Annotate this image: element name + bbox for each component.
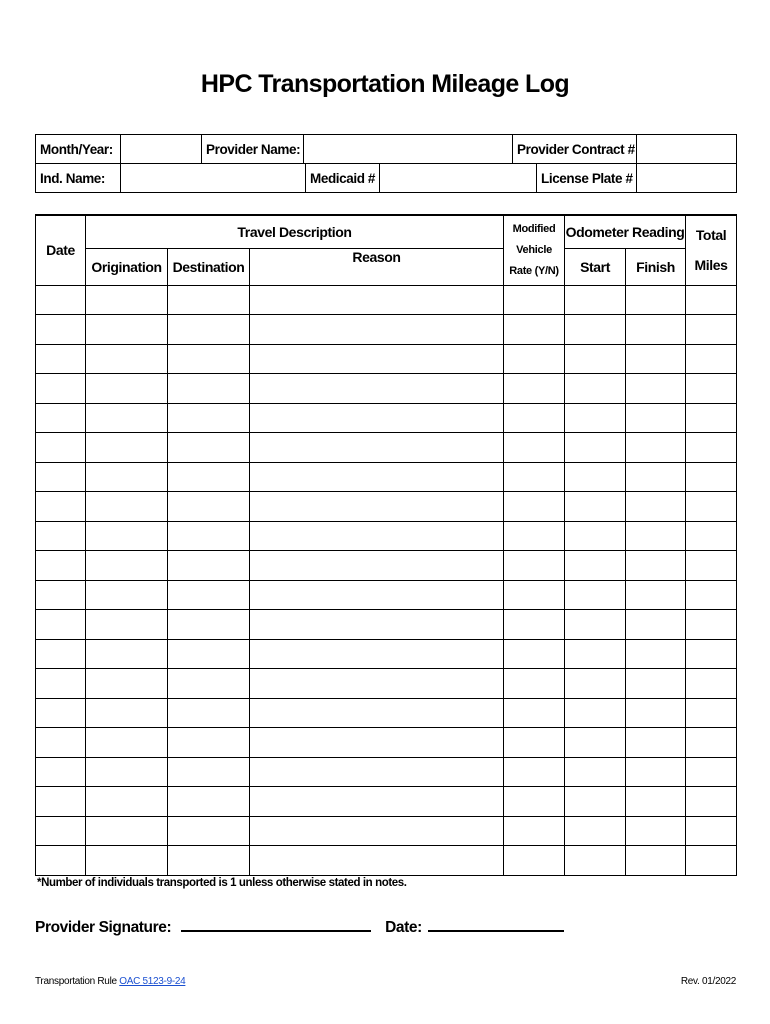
table-row (36, 698, 737, 728)
vehicle-label: Vehicle (516, 243, 552, 256)
table-row (36, 433, 737, 463)
footnote: *Number of individuals transported is 1 unless otherwise stated in notes. (37, 877, 407, 889)
total-miles-cell[interactable] (686, 757, 737, 787)
reason-cell[interactable] (250, 639, 504, 669)
origination-cell[interactable] (86, 846, 168, 876)
provider-contract-label: Provider Contract # (513, 135, 637, 164)
table-row (36, 521, 737, 551)
destination-cell[interactable] (168, 374, 250, 404)
license-plate-field[interactable] (637, 164, 737, 193)
table-row (36, 639, 737, 669)
total-miles-header (686, 215, 737, 285)
reason-cell[interactable] (250, 315, 504, 345)
odometer-start-cell[interactable] (565, 728, 626, 758)
origination-cell[interactable] (86, 315, 168, 345)
modified-rate-cell[interactable] (504, 698, 565, 728)
date-cell[interactable] (36, 374, 86, 404)
odometer-start-cell[interactable] (565, 374, 626, 404)
date-header: Date (36, 215, 86, 285)
destination-cell[interactable] (168, 433, 250, 463)
origination-cell[interactable] (86, 344, 168, 374)
destination-cell[interactable] (168, 521, 250, 551)
odometer-finish-cell[interactable] (626, 551, 686, 581)
modified-rate-cell[interactable] (504, 433, 565, 463)
odometer-finish-cell[interactable] (626, 669, 686, 699)
reason-cell[interactable] (250, 728, 504, 758)
total-miles-cell[interactable] (686, 787, 737, 817)
date-cell[interactable] (36, 580, 86, 610)
odometer-finish-cell[interactable] (626, 344, 686, 374)
reason-cell[interactable] (250, 551, 504, 581)
total-miles-cell[interactable] (686, 462, 737, 492)
date-cell[interactable] (36, 344, 86, 374)
odometer-finish-cell[interactable] (626, 787, 686, 817)
start-header: Start (565, 248, 626, 285)
reason-cell[interactable] (250, 698, 504, 728)
odometer-finish-cell[interactable] (626, 285, 686, 315)
odometer-start-cell[interactable] (565, 344, 626, 374)
provider-signature-label: Provider Signature: (35, 919, 172, 936)
odometer-start-cell[interactable] (565, 492, 626, 522)
total-miles-cell[interactable] (686, 580, 737, 610)
table-row (36, 728, 737, 758)
modified-rate-cell[interactable] (504, 787, 565, 817)
total-miles-cell[interactable] (686, 610, 737, 640)
rate-yn-label: Rate (Y/N) (509, 264, 559, 277)
origination-cell[interactable] (86, 551, 168, 581)
log-body (36, 285, 737, 875)
reason-cell[interactable] (250, 521, 504, 551)
date-cell[interactable] (36, 315, 86, 345)
odometer-finish-cell[interactable] (626, 315, 686, 345)
total-miles-cell[interactable] (686, 433, 737, 463)
table-row (36, 285, 737, 315)
modified-rate-cell[interactable] (504, 462, 565, 492)
destination-cell[interactable] (168, 344, 250, 374)
ind-name-label: Ind. Name: (36, 164, 121, 193)
date-cell[interactable] (36, 492, 86, 522)
medicaid-label: Medicaid # (306, 164, 380, 193)
modified-rate-cell[interactable] (504, 846, 565, 876)
miles-label: Miles (694, 257, 728, 274)
odometer-finish-cell[interactable] (626, 610, 686, 640)
origination-cell[interactable] (86, 816, 168, 846)
destination-cell[interactable] (168, 403, 250, 433)
modified-rate-cell[interactable] (504, 551, 565, 581)
destination-cell[interactable] (168, 816, 250, 846)
modified-rate-cell[interactable] (504, 610, 565, 640)
total-miles-cell[interactable] (686, 374, 737, 404)
total-miles-cell[interactable] (686, 639, 737, 669)
reason-cell[interactable] (250, 669, 504, 699)
date-cell[interactable] (36, 698, 86, 728)
odometer-finish-cell[interactable] (626, 846, 686, 876)
modified-rate-cell[interactable] (504, 344, 565, 374)
finish-header: Finish (626, 248, 686, 285)
destination-cell[interactable] (168, 551, 250, 581)
table-row (36, 610, 737, 640)
modified-vehicle-rate-header (504, 215, 565, 285)
reason-cell[interactable] (250, 816, 504, 846)
destination-cell[interactable] (168, 462, 250, 492)
reason-header: Reason (250, 248, 504, 285)
reason-cell[interactable] (250, 580, 504, 610)
reason-cell[interactable] (250, 492, 504, 522)
table-row (36, 787, 737, 817)
table-row (36, 580, 737, 610)
reason-cell[interactable] (250, 433, 504, 463)
odometer-start-cell[interactable] (565, 580, 626, 610)
table-row (36, 462, 737, 492)
origination-cell[interactable] (86, 728, 168, 758)
reason-cell[interactable] (250, 462, 504, 492)
modified-rate-cell[interactable] (504, 728, 565, 758)
odometer-finish-cell[interactable] (626, 757, 686, 787)
table-row (36, 374, 737, 404)
odometer-start-cell[interactable] (565, 846, 626, 876)
modified-label: Modified (512, 222, 556, 235)
origination-cell[interactable] (86, 698, 168, 728)
total-miles-cell[interactable] (686, 492, 737, 522)
odometer-start-cell[interactable] (565, 757, 626, 787)
medicaid-field[interactable] (380, 164, 537, 193)
origination-cell[interactable] (86, 787, 168, 817)
odometer-finish-cell[interactable] (626, 433, 686, 463)
odometer-start-cell[interactable] (565, 639, 626, 669)
destination-cell[interactable] (168, 610, 250, 640)
odometer-start-cell[interactable] (565, 669, 626, 699)
odometer-start-cell[interactable] (565, 315, 626, 345)
table-row (36, 403, 737, 433)
oac-rule-link[interactable]: OAC 5123-9-24 (119, 976, 186, 987)
table-row (36, 757, 737, 787)
total-miles-cell[interactable] (686, 551, 737, 581)
destination-cell[interactable] (168, 315, 250, 345)
destination-cell[interactable] (168, 728, 250, 758)
modified-rate-cell[interactable] (504, 374, 565, 404)
origination-cell[interactable] (86, 610, 168, 640)
origination-cell[interactable] (86, 403, 168, 433)
table-row (36, 344, 737, 374)
date-cell[interactable] (36, 462, 86, 492)
odometer-start-cell[interactable] (565, 462, 626, 492)
odometer-start-cell[interactable] (565, 698, 626, 728)
destination-cell[interactable] (168, 492, 250, 522)
total-label: Total (695, 227, 727, 244)
modified-rate-cell[interactable] (504, 492, 565, 522)
total-miles-cell[interactable] (686, 285, 737, 315)
modified-rate-cell[interactable] (504, 580, 565, 610)
odometer-start-cell[interactable] (565, 433, 626, 463)
total-miles-cell[interactable] (686, 344, 737, 374)
total-miles-cell[interactable] (686, 315, 737, 345)
signature-date-label: Date: (385, 919, 422, 936)
reason-cell[interactable] (250, 344, 504, 374)
modified-rate-cell[interactable] (504, 315, 565, 345)
odometer-start-cell[interactable] (565, 403, 626, 433)
modified-rate-cell[interactable] (504, 816, 565, 846)
origination-cell[interactable] (86, 433, 168, 463)
provider-name-field[interactable] (304, 135, 513, 164)
odometer-finish-cell[interactable] (626, 403, 686, 433)
total-miles-cell[interactable] (686, 521, 737, 551)
ind-name-field[interactable] (121, 164, 306, 193)
date-cell[interactable] (36, 433, 86, 463)
date-cell[interactable] (36, 816, 86, 846)
total-miles-cell[interactable] (686, 403, 737, 433)
license-plate-label: License Plate # (537, 164, 637, 193)
travel-description-header: Travel Description (86, 215, 504, 248)
origination-cell[interactable] (86, 492, 168, 522)
destination-cell[interactable] (168, 698, 250, 728)
modified-rate-cell[interactable] (504, 521, 565, 551)
month-year-label: Month/Year: (36, 135, 121, 164)
destination-cell[interactable] (168, 639, 250, 669)
date-cell[interactable] (36, 757, 86, 787)
total-miles-cell[interactable] (686, 698, 737, 728)
odometer-reading-header: Odometer Reading (565, 215, 686, 248)
odometer-start-cell[interactable] (565, 787, 626, 817)
total-miles-cell[interactable] (686, 846, 737, 876)
destination-cell[interactable] (168, 846, 250, 876)
footer-revision: Rev. 01/2022 (680, 976, 736, 987)
origination-cell[interactable] (86, 285, 168, 315)
total-miles-cell[interactable] (686, 669, 737, 699)
destination-header: Destination (168, 248, 250, 285)
odometer-finish-cell[interactable] (626, 639, 686, 669)
table-row (36, 846, 737, 876)
total-miles-cell[interactable] (686, 728, 737, 758)
provider-contract-field[interactable] (637, 135, 737, 164)
modified-rate-cell[interactable] (504, 639, 565, 669)
odometer-finish-cell[interactable] (626, 698, 686, 728)
odometer-finish-cell[interactable] (626, 816, 686, 846)
month-year-field[interactable] (121, 135, 202, 164)
odometer-start-cell[interactable] (565, 816, 626, 846)
reason-cell[interactable] (250, 846, 504, 876)
modified-rate-cell[interactable] (504, 285, 565, 315)
date-cell[interactable] (36, 728, 86, 758)
date-cell[interactable] (36, 787, 86, 817)
provider-signature-field[interactable] (181, 918, 371, 932)
signature-date-field[interactable] (428, 918, 564, 932)
page-title: HPC Transportation Mileage Log (200, 70, 570, 98)
origination-cell[interactable] (86, 580, 168, 610)
table-row (36, 492, 737, 522)
destination-cell[interactable] (168, 285, 250, 315)
reason-cell[interactable] (250, 374, 504, 404)
header-fields-table-2 (35, 163, 737, 193)
reason-cell[interactable] (250, 787, 504, 817)
reason-cell[interactable] (250, 757, 504, 787)
origination-cell[interactable] (86, 757, 168, 787)
odometer-finish-cell[interactable] (626, 728, 686, 758)
destination-cell[interactable] (168, 787, 250, 817)
header-fields-table (35, 134, 737, 164)
date-cell[interactable] (36, 669, 86, 699)
origination-cell[interactable] (86, 374, 168, 404)
total-miles-cell[interactable] (686, 816, 737, 846)
odometer-finish-cell[interactable] (626, 521, 686, 551)
origination-cell[interactable] (86, 669, 168, 699)
table-row (36, 551, 737, 581)
date-cell[interactable] (36, 846, 86, 876)
origination-cell[interactable] (86, 521, 168, 551)
odometer-start-cell[interactable] (565, 285, 626, 315)
table-row (36, 315, 737, 345)
modified-rate-cell[interactable] (504, 403, 565, 433)
destination-cell[interactable] (168, 669, 250, 699)
table-row (36, 669, 737, 699)
date-cell[interactable] (36, 285, 86, 315)
reason-cell[interactable] (250, 610, 504, 640)
signature-line (35, 918, 564, 937)
date-cell[interactable] (36, 403, 86, 433)
modified-rate-cell[interactable] (504, 669, 565, 699)
origination-header: Origination (86, 248, 168, 285)
odometer-start-cell[interactable] (565, 551, 626, 581)
footer-rule-label: Transportation Rule (35, 976, 117, 987)
mileage-log-table (35, 214, 737, 876)
destination-cell[interactable] (168, 580, 250, 610)
date-cell[interactable] (36, 639, 86, 669)
table-row (36, 816, 737, 846)
date-cell[interactable] (36, 610, 86, 640)
modified-rate-cell[interactable] (504, 757, 565, 787)
origination-cell[interactable] (86, 639, 168, 669)
reason-cell[interactable] (250, 285, 504, 315)
footer-rule (35, 976, 185, 987)
date-cell[interactable] (36, 521, 86, 551)
odometer-finish-cell[interactable] (626, 580, 686, 610)
origination-cell[interactable] (86, 462, 168, 492)
odometer-finish-cell[interactable] (626, 374, 686, 404)
odometer-finish-cell[interactable] (626, 492, 686, 522)
odometer-finish-cell[interactable] (626, 462, 686, 492)
provider-name-label: Provider Name: (202, 135, 304, 164)
odometer-start-cell[interactable] (565, 610, 626, 640)
date-cell[interactable] (36, 551, 86, 581)
reason-cell[interactable] (250, 403, 504, 433)
odometer-start-cell[interactable] (565, 521, 626, 551)
destination-cell[interactable] (168, 757, 250, 787)
